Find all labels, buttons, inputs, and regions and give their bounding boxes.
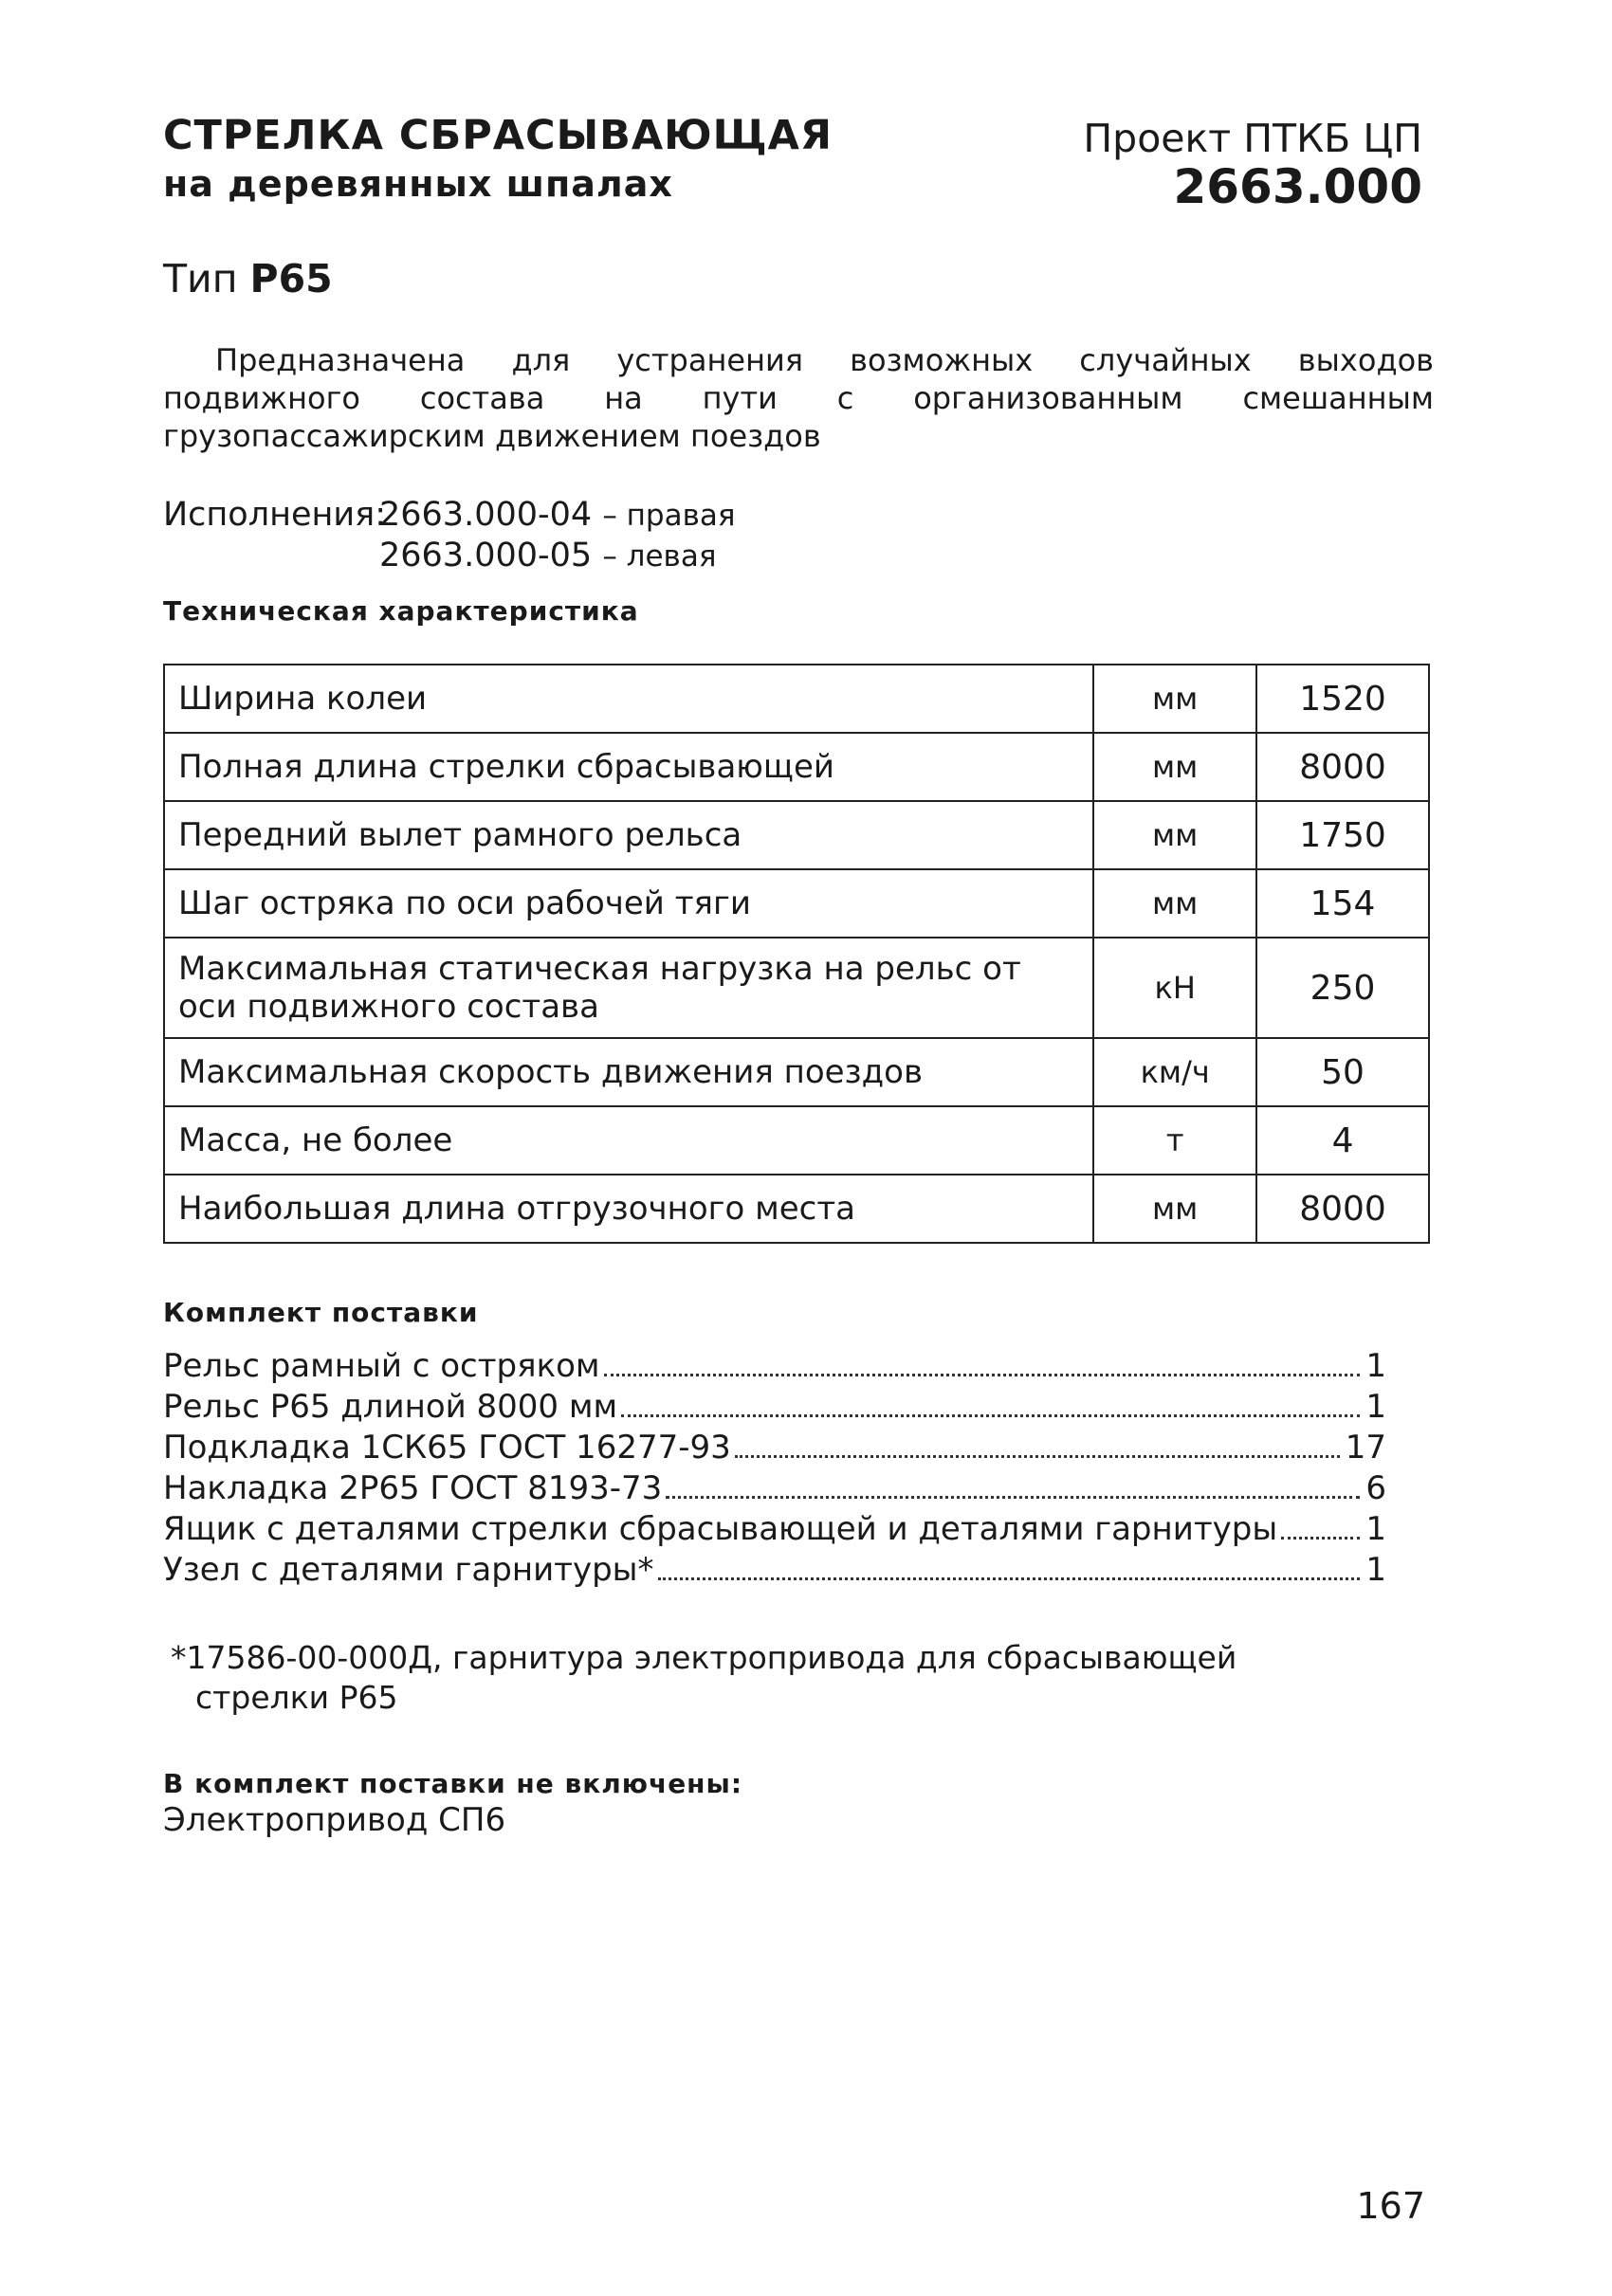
- delivery-item: [163, 1346, 1386, 1387]
- delivery-item: [163, 1428, 1386, 1468]
- delivery-item: [163, 1509, 1386, 1550]
- delivery-item-name: Накладка 2Р65 ГОСТ 8193-73: [163, 1469, 663, 1507]
- dot-leader: [1281, 1537, 1360, 1540]
- project-label: Проект ПТКБ ЦП: [1083, 116, 1422, 161]
- delivery-item-name: Рельс Р65 длиной 8000 мм: [163, 1388, 618, 1426]
- purpose-paragraph: Предназначена для устранения возможных случайных выходов подвижного состава на пути с организованным смешанным грузопассажирским движением поездов: [163, 342, 1434, 454]
- variants-block: [163, 495, 736, 576]
- delivery-item-qty: 1: [1365, 1510, 1386, 1548]
- spec-unit: т: [1093, 1106, 1256, 1175]
- delivery-item-qty: 1: [1365, 1388, 1386, 1426]
- spec-row: [164, 869, 1429, 938]
- document-title: СТРЕЛКА СБРАСЫВАЮЩАЯ: [163, 112, 833, 159]
- delivery-item-qty: 6: [1365, 1469, 1386, 1507]
- footnote: *17586-00-000Д, гарнитура электропривода для сбрасывающей стрелки Р65: [171, 1639, 1237, 1716]
- dot-leader: [658, 1577, 1361, 1580]
- spec-name: Максимальная скорость движения поездов: [164, 1038, 1093, 1106]
- delivery-item-qty: 1: [1365, 1551, 1386, 1589]
- not-included-heading: В комплект поставки не включены:: [163, 1768, 743, 1799]
- spec-row: [164, 938, 1429, 1038]
- spec-name: Максимальная статическая нагрузка на рельс от оси подвижного состава: [164, 938, 1093, 1038]
- spec-unit: кН: [1093, 938, 1256, 1038]
- spec-row: [164, 1175, 1429, 1243]
- variants-label: Исполнения:: [163, 496, 386, 534]
- variant-code: 2663.000-04: [379, 496, 593, 534]
- spec-name: Полная длина стрелки сбрасывающей: [164, 733, 1093, 801]
- dot-leader: [604, 1374, 1361, 1376]
- delivery-item-name: Ящик с деталями стрелки сбрасывающей и деталями гарнитуры: [163, 1510, 1278, 1548]
- delivery-item-qty: 1: [1365, 1347, 1386, 1385]
- tech-heading: Техническая характеристика: [163, 595, 639, 627]
- spec-name: Масса, не более: [164, 1106, 1093, 1175]
- spec-unit: км/ч: [1093, 1038, 1256, 1106]
- delivery-item: [163, 1468, 1386, 1509]
- delivery-item-qty: 17: [1345, 1429, 1386, 1467]
- spec-row: [164, 733, 1429, 801]
- variant-desc: – правая: [602, 499, 736, 533]
- spec-unit: мм: [1093, 1175, 1256, 1243]
- variant-row: [163, 495, 736, 536]
- delivery-heading: Комплект поставки: [163, 1297, 479, 1328]
- spec-name: Передний вылет рамного рельса: [164, 801, 1093, 869]
- spec-name: Наибольшая длина отгрузочного места: [164, 1175, 1093, 1243]
- spec-unit: мм: [1093, 801, 1256, 869]
- spec-value: 50: [1256, 1038, 1429, 1106]
- spec-row: [164, 665, 1429, 733]
- spec-value: 8000: [1256, 733, 1429, 801]
- delivery-item-name: Рельс рамный с остряком: [163, 1347, 600, 1385]
- spec-unit: мм: [1093, 869, 1256, 938]
- delivery-item-name: Узел с деталями гарнитуры*: [163, 1551, 654, 1589]
- page-number: 167: [1356, 2185, 1425, 2227]
- delivery-item: [163, 1387, 1386, 1428]
- dot-leader: [621, 1414, 1360, 1417]
- dot-leader: [735, 1455, 1340, 1458]
- spec-value: 8000: [1256, 1175, 1429, 1243]
- spec-table: [163, 664, 1430, 1244]
- dot-leader: [666, 1496, 1360, 1499]
- spec-value: 4: [1256, 1106, 1429, 1175]
- spec-unit: мм: [1093, 665, 1256, 733]
- delivery-item-name: Подкладка 1СК65 ГОСТ 16277-93: [163, 1429, 731, 1467]
- delivery-item: [163, 1550, 1386, 1591]
- spec-row: [164, 1038, 1429, 1106]
- not-included-item: Электропривод СП6: [163, 1801, 506, 1839]
- spec-unit: мм: [1093, 733, 1256, 801]
- variant-code: 2663.000-05: [379, 537, 593, 574]
- spec-value: 250: [1256, 938, 1429, 1038]
- spec-row: [164, 801, 1429, 869]
- spec-value: 1750: [1256, 801, 1429, 869]
- variant-row: [163, 536, 736, 576]
- spec-name: Ширина колеи: [164, 665, 1093, 733]
- rail-type-value: Р65: [249, 256, 333, 301]
- project-number: 2663.000: [1173, 159, 1422, 214]
- document-subtitle: на деревянных шпалах: [163, 163, 673, 205]
- spec-row: [164, 1106, 1429, 1175]
- spec-value: 1520: [1256, 665, 1429, 733]
- variant-desc: – левая: [602, 539, 717, 574]
- rail-type-line: [163, 256, 333, 301]
- spec-value: 154: [1256, 869, 1429, 938]
- delivery-list: [163, 1346, 1386, 1591]
- rail-type-label: Тип: [163, 256, 238, 301]
- spec-name: Шаг остряка по оси рабочей тяги: [164, 869, 1093, 938]
